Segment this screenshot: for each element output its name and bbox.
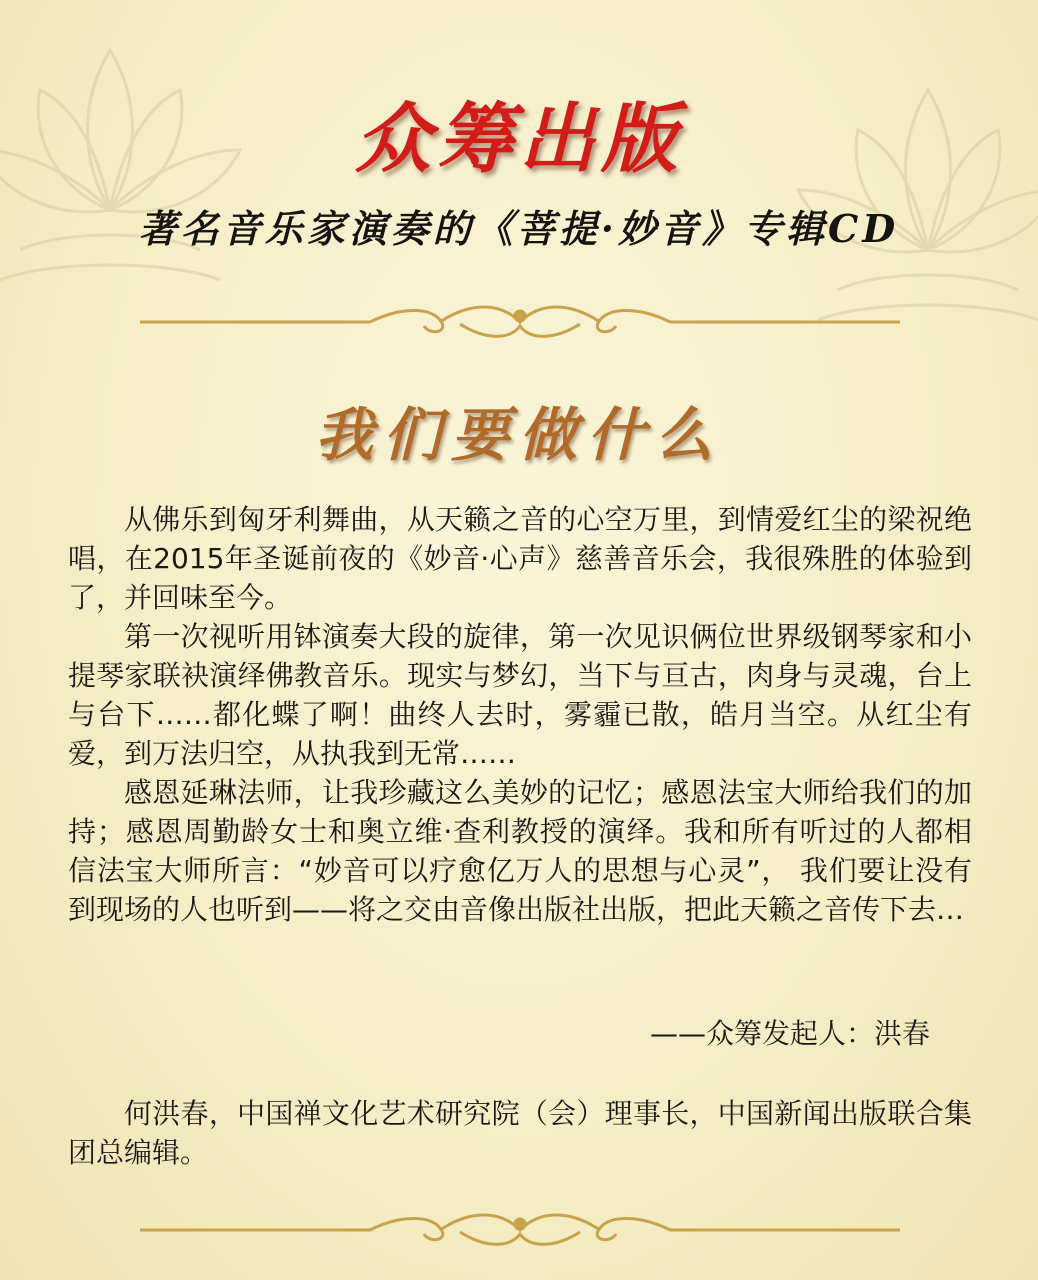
paragraph: 感恩延琳法师，让我珍藏这么美妙的记忆；感恩法宝大师给我们的加持；感恩周勤龄女士和奥立维·查利教授的演绎。我和所有听过的人都相信法宝大师所言：“妙音可以疗愈亿万人的思想与心灵”， 我们要让没有到现场的人也听到——将之交由音像出版社出版，把此天籁之音传下去… [68,776,972,926]
author-bio: 何洪春，中国禅文化艺术研究院（会）理事长，中国新闻出版联合集团总编辑。 [68,1097,972,1169]
article-body [68,500,972,929]
paragraph: 第一次视听用钵演奏大段的旋律，第一次见识俩位世界级钢琴家和小提琴家联袂演绎佛教音乐。现实与梦幻，当下与亘古，肉身与灵魂，台上与台下……都化蝶了啊！曲终人去时，雾霾已散，皓月当空。从红尘有爱，到万法归空，从执我到无常…… [68,620,972,770]
section-heading: 我们要做什么 [314,401,723,469]
page-title: 众筹出版 [355,94,683,183]
signature: ——众筹发起人：洪春 [649,1017,930,1050]
ornamental-divider-icon [140,1210,900,1250]
ornamental-divider-icon [140,302,900,342]
page-subtitle: 著名音乐家演奏的《菩提·妙音》专辑CD [138,206,900,251]
paragraph: 从佛乐到匈牙利舞曲，从天籁之音的心空万里，到情爱红尘的梁祝绝唱，在2015年圣诞前夜的《妙音·心声》慈善音乐会，我很殊胜的体验到了，并回味至今。 [68,503,972,614]
